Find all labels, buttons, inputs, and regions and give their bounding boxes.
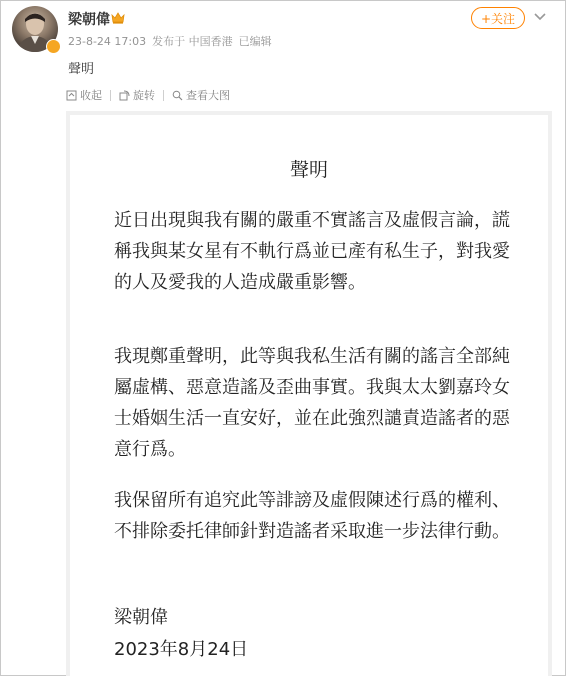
rotate-button[interactable] xyxy=(119,87,155,103)
zoom-icon xyxy=(172,90,183,101)
follow-button[interactable]: +关注 xyxy=(471,7,525,29)
statement-paragraph: 我保留所有追究此等誹謗及虛假陳述行爲的權利、不排除委托律師針對造謠者采取進一步法律行動。 xyxy=(114,490,510,542)
post-timestamp[interactable]: 23-8-24 17:03 xyxy=(68,35,147,48)
chevron-down-icon[interactable] xyxy=(533,12,547,22)
statement-paragraph: 近日出現與我有關的嚴重不實謠言及虛假言論，謊稱我與某女星有不軌行爲並已產有私生子，對我愛的人及愛我的人造成嚴重影響。 xyxy=(114,210,510,293)
image-toolbar xyxy=(66,86,230,104)
statement-signature: 梁朝偉 xyxy=(114,607,168,628)
author-name[interactable]: 梁朝偉 xyxy=(68,12,110,28)
rotate-label: 旋转 xyxy=(133,89,155,102)
edited-label[interactable]: 已编辑 xyxy=(238,35,272,48)
collapse-icon xyxy=(66,90,77,101)
crown-icon xyxy=(111,11,125,24)
toolbar-divider xyxy=(163,90,164,101)
post-image[interactable] xyxy=(66,111,552,676)
view-large-button[interactable] xyxy=(172,87,230,103)
statement-title: 聲明 xyxy=(289,159,328,181)
statement-date: 2023年8月24日 xyxy=(114,639,249,660)
collapse-label: 收起 xyxy=(80,89,102,102)
view-large-label: 查看大图 xyxy=(186,89,230,102)
rotate-icon xyxy=(119,90,130,101)
collapse-button[interactable] xyxy=(66,87,102,103)
verified-badge-icon xyxy=(46,39,61,54)
post-source: 发布于 中国香港 xyxy=(152,35,233,48)
statement-document xyxy=(70,115,548,676)
statement-paragraph: 我現鄭重聲明，此等與我私生活有關的謠言全部純屬虛構、惡意造謠及歪曲事實。我與太太劉嘉玲女士婚姻生活一直安好，並在此強烈譴責造謠者的惡意行爲。 xyxy=(114,346,510,460)
toolbar-divider xyxy=(110,90,111,101)
post-text: 聲明 xyxy=(68,62,95,77)
post-meta xyxy=(68,33,278,49)
